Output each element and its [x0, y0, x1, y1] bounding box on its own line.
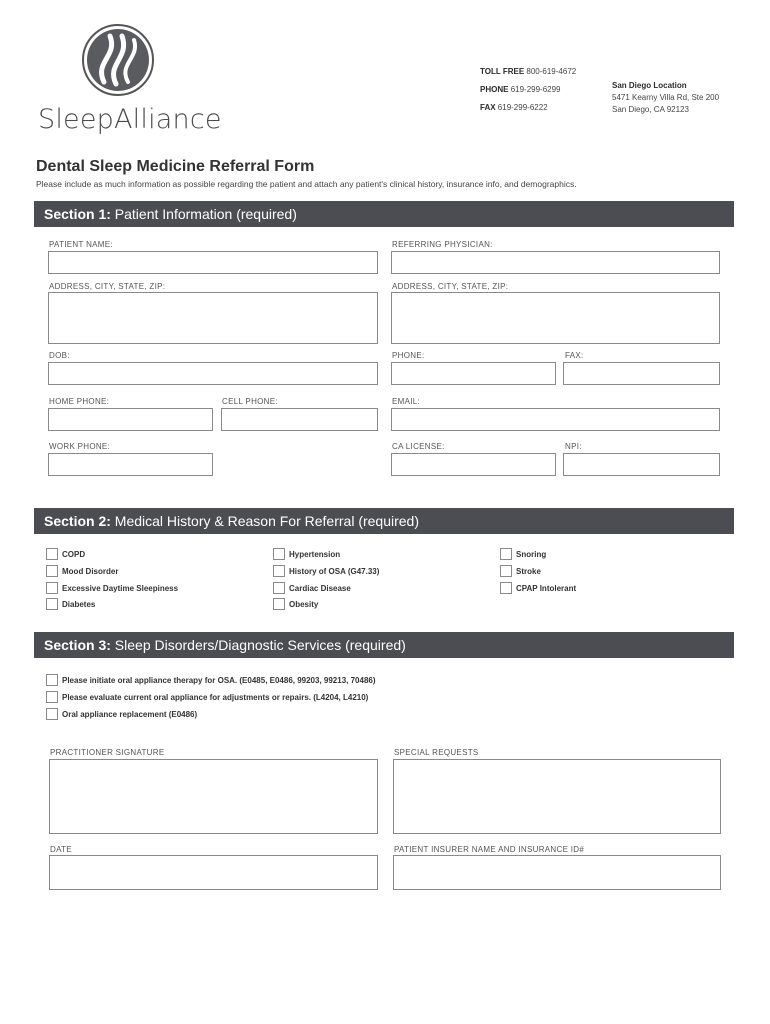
evaluate-appliance-checkbox[interactable] — [46, 691, 58, 703]
fax-field[interactable] — [563, 362, 720, 385]
date-label: DATE — [50, 845, 72, 854]
work-phone-field[interactable] — [48, 453, 213, 476]
diabetes-label: Diabetes — [62, 600, 96, 609]
mood-disorder-label: Mood Disorder — [62, 567, 119, 576]
patient-name-field[interactable] — [48, 251, 378, 274]
practitioner-signature-label: PRACTITIONER SIGNATURE — [50, 748, 165, 757]
appliance-replacement-label: Oral appliance replacement (E0486) — [62, 710, 198, 719]
practitioner-signature-field[interactable] — [49, 759, 378, 834]
phone-line: PHONE 619-299-6299 — [480, 85, 561, 94]
dob-label: DOB: — [49, 351, 70, 360]
history-of-osa-label: History of OSA (G47.33) — [289, 567, 380, 576]
initiate-therapy-label: Please initiate oral appliance therapy for OSA. (E0485, E0486, 99203, 99213, 70486) — [62, 676, 376, 685]
section1-header: Section 1: Patient Information (required) — [34, 201, 734, 227]
cell-phone-field[interactable] — [221, 408, 378, 431]
fax-line: FAX 619-299-6222 — [480, 103, 548, 112]
excessive-daytime-sleepiness-label: Excessive Daytime Sleepiness — [62, 584, 179, 593]
ca-license-field[interactable] — [391, 453, 556, 476]
npi-field[interactable] — [563, 453, 720, 476]
dob-field[interactable] — [48, 362, 378, 385]
special-requests-label: SPECIAL REQUESTS — [394, 748, 479, 757]
home-phone-label: HOME PHONE: — [49, 397, 110, 406]
section2-header: Section 2: Medical History & Reason For Referral (required) — [34, 508, 734, 534]
appliance-replacement-checkbox[interactable] — [46, 708, 58, 720]
section3-header: Section 3: Sleep Disorders/Diagnostic Services (required) — [34, 632, 734, 658]
history-of-osa-checkbox[interactable] — [273, 565, 285, 577]
phone-label: PHONE: — [392, 351, 425, 360]
excessive-daytime-sleepiness-checkbox[interactable] — [46, 582, 58, 594]
cpap-intolerant-checkbox[interactable] — [500, 582, 512, 594]
form-title: Dental Sleep Medicine Referral Form — [36, 158, 315, 175]
cardiac-disease-checkbox[interactable] — [273, 582, 285, 594]
physician-address-label: ADDRESS, CITY, STATE, ZIP: — [392, 282, 509, 291]
cell-phone-label: CELL PHONE: — [222, 397, 278, 406]
hypertension-checkbox[interactable] — [273, 548, 285, 560]
mood-disorder-checkbox[interactable] — [46, 565, 58, 577]
toll-free-line: TOLL FREE 800-619-4672 — [480, 67, 577, 76]
cpap-intolerant-label: CPAP Intolerant — [516, 584, 577, 593]
email-field[interactable] — [391, 408, 720, 431]
work-phone-label: WORK PHONE: — [49, 442, 111, 451]
patient-address-label: ADDRESS, CITY, STATE, ZIP: — [49, 282, 166, 291]
initiate-therapy-checkbox[interactable] — [46, 674, 58, 686]
location-title: San Diego Location — [612, 81, 687, 90]
referring-physician-field[interactable] — [391, 251, 720, 274]
patient-address-field[interactable] — [48, 292, 378, 344]
evaluate-appliance-label: Please evaluate current oral appliance for adjustments or repairs. (L4204, L4210) — [62, 693, 369, 702]
home-phone-field[interactable] — [48, 408, 213, 431]
obesity-label: Obesity — [289, 600, 319, 609]
cardiac-disease-label: Cardiac Disease — [289, 584, 351, 593]
stroke-label: Stroke — [516, 567, 541, 576]
form-subtitle: Please include as much information as possible regarding the patient and attach any patient's clinical history, insurance info, and demographics. — [36, 179, 577, 189]
diabetes-checkbox[interactable] — [46, 598, 58, 610]
sleepalliance-logo-icon — [80, 22, 156, 98]
location-line2: San Diego, CA 92123 — [612, 105, 689, 114]
hypertension-label: Hypertension — [289, 550, 341, 559]
npi-label: NPI: — [565, 442, 582, 451]
fax-label: FAX: — [565, 351, 584, 360]
obesity-checkbox[interactable] — [273, 598, 285, 610]
referring-physician-label: REFERRING PHYSICIAN: — [392, 240, 493, 249]
special-requests-field[interactable] — [393, 759, 721, 834]
snoring-checkbox[interactable] — [500, 548, 512, 560]
insurer-label: PATIENT INSURER NAME AND INSURANCE ID# — [394, 845, 585, 854]
physician-address-field[interactable] — [391, 292, 720, 344]
insurer-field[interactable] — [393, 855, 721, 890]
brand-name: SleepAlliance — [38, 104, 222, 135]
copd-label: COPD — [62, 550, 86, 559]
snoring-label: Snoring — [516, 550, 547, 559]
location-block — [612, 80, 719, 116]
copd-checkbox[interactable] — [46, 548, 58, 560]
patient-name-label: PATIENT NAME: — [49, 240, 113, 249]
email-label: EMAIL: — [392, 397, 421, 406]
date-field[interactable] — [49, 855, 378, 890]
phone-field[interactable] — [391, 362, 556, 385]
location-line1: 5471 Kearny Villa Rd, Ste 200 — [612, 93, 720, 102]
stroke-checkbox[interactable] — [500, 565, 512, 577]
ca-license-label: CA LICENSE: — [392, 442, 445, 451]
